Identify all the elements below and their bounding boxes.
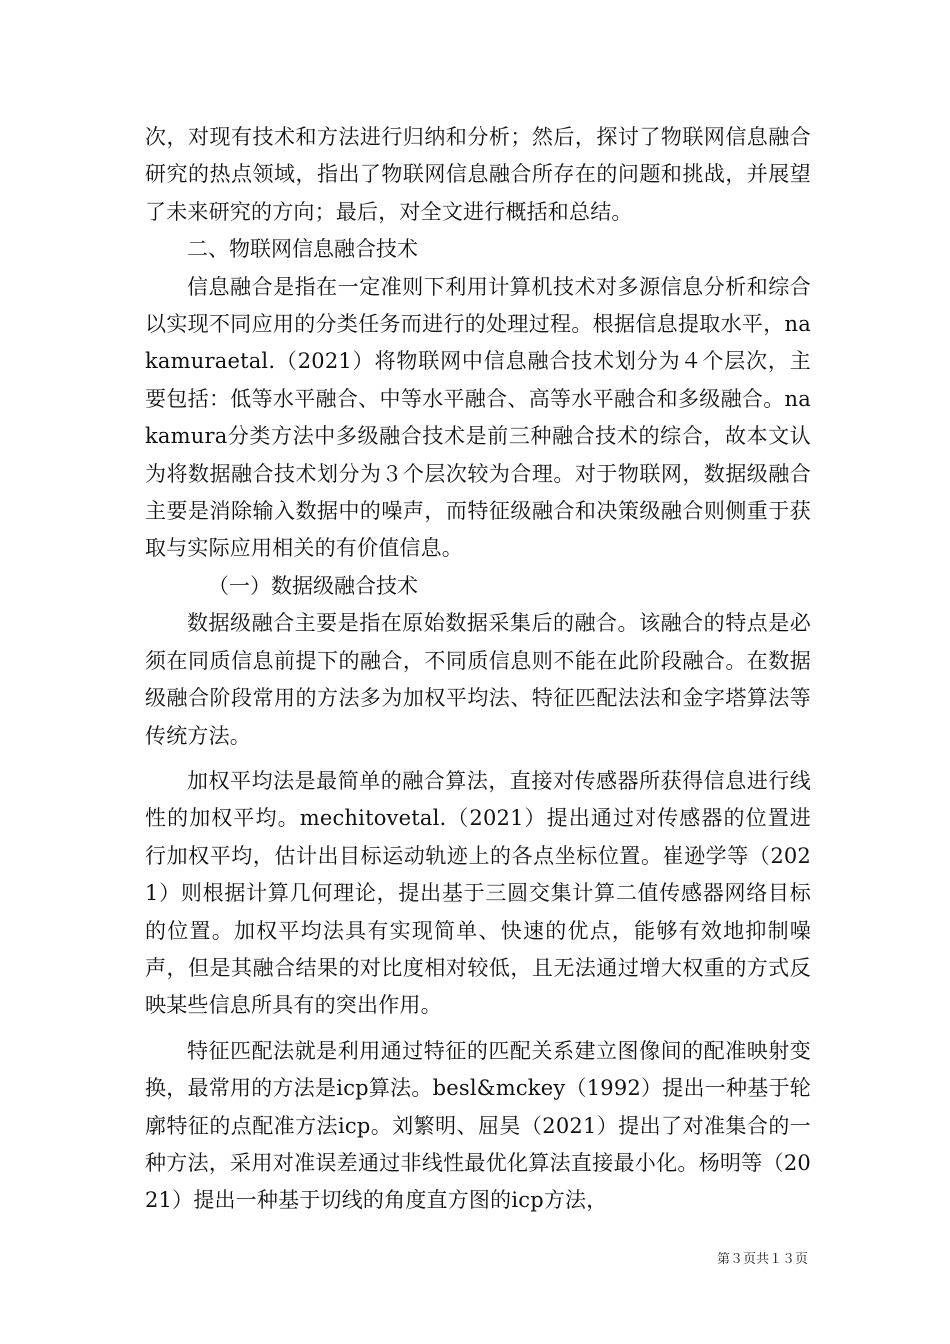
document-body: [145, 119, 811, 1220]
subsection-heading-data-level: （一）数据级融合技术: [208, 573, 418, 598]
paragraph-weighted-average: 加权平均法是最简单的融合算法，直接对传感器所获得信息进行线性的加权平均。mechitovetal.（2021）提出通过对传感器的位置进行加权平均，估计出目标运动轨迹上的各点坐标位置。崔逊学等（2021）则根据计算几何理论，提出基于三圆交集计算二值传感器网络目标的位置。加权平均法具有实现简单、快速的优点，能够有效地抑制噪声，但是其融合结果的对比度相对较低，且无法通过增大权重的方式反映某些信息所具有的突出作用。: [145, 768, 811, 1018]
section-heading-iot-fusion: 二、物联网信息融合技术: [187, 237, 418, 262]
paragraph-feature-matching: 特征匹配法就是利用通过特征的匹配关系建立图像间的配准映射变换，最常用的方法是icp算法。besl&mckey（1992）提出一种基于轮廓特征的点配准方法icp。刘繁明、屈昊（2021）提出了对准集合的一种方法，采用对准误差通过非线性最优化算法直接最小化。杨明等（2021）提出一种基于切线的角度直方图的icp方法，: [145, 1038, 811, 1213]
paragraph-intro-continuation: 次，对现有技术和方法进行归纳和分析；然后，探讨了物联网信息融合研究的热点领域，指出了物联网信息融合所存在的问题和挑战，并展望了未来研究的方向；最后，对全文进行概括和总结。: [145, 125, 811, 224]
page-number-footer: 第３页共１３页: [716, 1252, 808, 1267]
paragraph-data-level: 数据级融合主要是指在原始数据采集后的融合。该融合的特点是必须在同质信息前提下的融合，不同质信息则不能在此阶段融合。在数据级融合阶段常用的方法多为加权平均法、特征匹配法法和金字塔算法等传统方法。: [145, 611, 811, 748]
paragraph-fusion-definition: 信息融合是指在一定准则下利用计算机技术对多源信息分析和综合以实现不同应用的分类任务而进行的处理过程。根据信息提取水平，nakamuraetal.（2021）将物联网中信息融合技术划分为４个层次，主要包括：低等水平融合、中等水平融合、高等水平融合和多级融合。nakamura分类方法中多级融合技术是前三种融合技术的综合，故本文认为将数据融合技术划分为３个层次较为合理。对于物联网，数据级融合主要是消除输入数据中的噪声，而特征级融合和决策级融合则侧重于获取与实际应用相关的有价值信息。: [145, 274, 811, 561]
